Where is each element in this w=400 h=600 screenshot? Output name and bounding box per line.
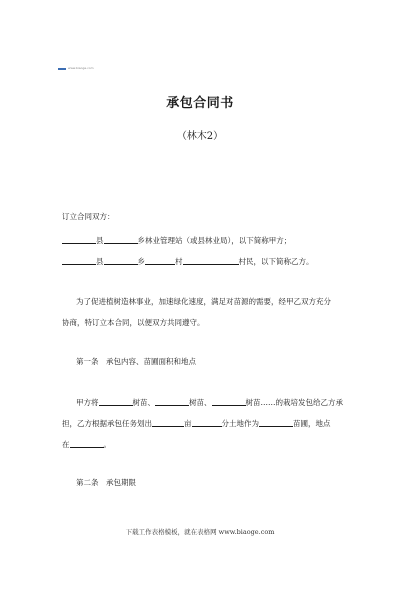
party-b-line <box>62 256 314 267</box>
intro-line-1: 为了促进植树造林事业，加速绿化速度，满足对苗源的需要，经甲乙双方充分 <box>76 297 331 306</box>
art1-line-3 <box>62 439 111 450</box>
art1-line-2 <box>62 418 331 429</box>
art1-text-10: 。 <box>103 440 111 449</box>
blank-county[interactable] <box>62 235 96 244</box>
document-subtitle: （林木2） <box>176 131 224 142</box>
blank-villager-name[interactable] <box>183 256 239 265</box>
art1-text-4: 树苗……的栽培发包给乙方承 <box>245 398 343 407</box>
party-b-text-1: 县 <box>96 257 104 266</box>
blank-township[interactable] <box>104 256 138 265</box>
art1-text-9: 在 <box>62 440 70 449</box>
art1-text-5: 担，乙方根据承包任务划出 <box>62 419 152 428</box>
blank-township[interactable] <box>104 235 138 244</box>
blank-village[interactable] <box>145 256 175 265</box>
party-a-line <box>62 235 291 246</box>
blank-tree-1[interactable] <box>99 397 133 406</box>
article1-heading: 第一条 承包内容、苗圃面积和地点 <box>76 357 196 366</box>
article2-heading: 第二条 承包期限 <box>76 478 136 487</box>
art1-text-7: 分土地作为 <box>221 419 259 428</box>
party-b-text-2: 乡 <box>137 257 145 266</box>
party-b-text-4: 村民，以下简称乙方。 <box>238 257 314 266</box>
blank-fen[interactable] <box>192 418 222 427</box>
art1-text-1: 甲方将 <box>76 398 99 407</box>
party-a-text-2: 乡林业管理站（或县林业局），以下简称甲方； <box>137 236 292 245</box>
intro-line-2: 协商，特订立本合同，以便双方共同遵守。 <box>62 318 205 327</box>
art1-text-2: 树苗、 <box>132 398 155 407</box>
site-logo <box>58 67 94 70</box>
party-a-text-1: 县 <box>96 236 104 245</box>
blank-tree-2[interactable] <box>155 397 189 406</box>
blank-location[interactable] <box>70 439 104 448</box>
blank-county[interactable] <box>62 256 96 265</box>
party-b-text-3: 村 <box>175 257 183 266</box>
footer-text: 下载工作表格模板，就在表格网 www.biaoge.com <box>125 528 275 536</box>
art1-text-8: 苗圃，地点 <box>293 419 331 428</box>
document-title: 承包合同书 <box>166 96 234 111</box>
logo-bar <box>58 68 66 70</box>
blank-mu[interactable] <box>152 418 184 427</box>
art1-text-6: 亩 <box>184 419 192 428</box>
parties-heading: 订立合同双方： <box>62 212 115 221</box>
logo-text: www.biaoge.com <box>68 66 94 70</box>
blank-nursery[interactable] <box>259 418 293 427</box>
art1-line-1 <box>76 397 343 408</box>
art1-text-3: 树苗、 <box>189 398 212 407</box>
blank-tree-3[interactable] <box>212 397 246 406</box>
